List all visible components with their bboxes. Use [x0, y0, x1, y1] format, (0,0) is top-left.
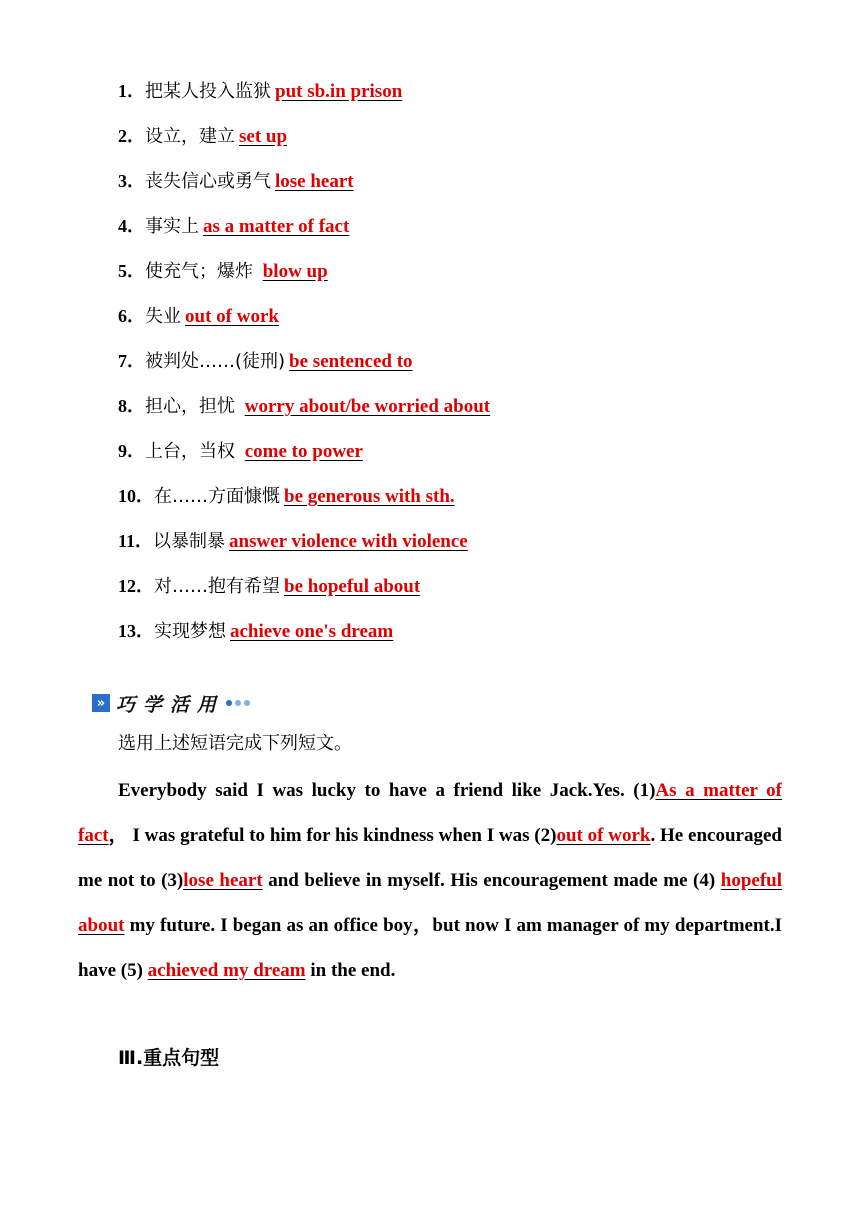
answer-blank-5: achieved my dream — [147, 960, 306, 981]
phrase-list — [118, 74, 490, 659]
phrase-number: 5． — [118, 261, 145, 281]
double-chevron-icon: » — [92, 694, 110, 712]
answer-blank-4: hopeful about — [78, 870, 782, 936]
phrase-item — [118, 254, 490, 299]
phrase-chinese: 上台，当权 — [145, 441, 241, 462]
phrase-chinese: 设立，建立 — [145, 126, 235, 147]
phrase-chinese: 被判处……(徒刑) — [145, 351, 286, 372]
phrase-item — [118, 434, 490, 479]
phrase-item — [118, 299, 490, 344]
phrase-chinese: 使充气；爆炸 — [145, 261, 259, 282]
phrase-chinese: 担心，担忧 — [145, 396, 241, 417]
phrase-item — [118, 569, 490, 614]
phrase-number: 1． — [118, 81, 145, 101]
phrase-chinese: 失业 — [145, 306, 181, 327]
phrase-chinese: 丧失信心或勇气 — [145, 171, 271, 192]
phrase-number: 10． — [118, 486, 154, 506]
section-header — [92, 688, 250, 718]
phrase-answer: worry about/be worried about — [244, 396, 491, 417]
section-heading-key-sentences: Ⅲ.重点句型 — [118, 1047, 220, 1069]
passage-text: in the end. — [305, 960, 396, 981]
phrase-answer: blow up — [262, 261, 328, 282]
phrase-item — [118, 524, 490, 569]
phrase-number: 8． — [118, 396, 145, 416]
dots-icon — [226, 700, 250, 706]
phrase-item — [118, 74, 490, 119]
phrase-number: 12． — [118, 576, 154, 596]
answer-blank-3: lose heart — [183, 870, 263, 891]
instruction-text: 选用上述短语完成下列短文。 — [118, 733, 352, 754]
phrase-item — [118, 614, 490, 659]
phrase-answer: out of work — [185, 306, 279, 327]
passage-text: my future. I began as an office boy，but now I am manager of my department.I have (5) — [78, 915, 782, 981]
phrase-chinese: 实现梦想 — [154, 621, 226, 642]
phrase-chinese: 在……方面慷慨 — [154, 486, 280, 507]
phrase-answer: set up — [239, 126, 288, 147]
section-title: 巧学活用 — [116, 693, 225, 716]
cloze-passage — [78, 768, 782, 993]
phrase-answer: be hopeful about — [284, 576, 421, 597]
phrase-chinese: 把某人投入监狱 — [145, 81, 271, 102]
phrase-item — [118, 389, 490, 434]
phrase-answer: achieve one's dream — [230, 621, 394, 642]
answer-blank-1: As a matter of fact — [78, 780, 783, 846]
phrase-answer: be generous with sth. — [284, 486, 455, 507]
passage-text: Everybody said I was lucky to have a friend like Jack.Yes. (1) — [118, 780, 656, 801]
phrase-item — [118, 209, 490, 254]
passage-text: and believe in myself. His encouragement made me (4) — [262, 870, 721, 891]
phrase-number: 13． — [118, 621, 154, 641]
phrase-number: 3． — [118, 171, 145, 191]
phrase-chinese: 事实上 — [145, 216, 199, 237]
passage-text: ， I was grateful to him for his kindness when I was (2) — [108, 825, 557, 846]
phrase-number: 4． — [118, 216, 145, 236]
phrase-answer: answer violence with violence — [229, 531, 468, 552]
phrase-answer: come to power — [244, 441, 363, 462]
phrase-chinese: 对……抱有希望 — [154, 576, 280, 597]
phrase-number: 2． — [118, 126, 145, 146]
phrase-number: 7． — [118, 351, 145, 371]
answer-blank-2: out of work — [556, 825, 651, 846]
phrase-item — [118, 164, 490, 209]
phrase-item — [118, 119, 490, 164]
phrase-answer: lose heart — [275, 171, 354, 192]
phrase-answer: as a matter of fact — [203, 216, 350, 237]
phrase-item — [118, 479, 490, 524]
phrase-answer: be sentenced to — [289, 351, 413, 372]
phrase-number: 6． — [118, 306, 145, 326]
phrase-number: 11． — [118, 531, 154, 551]
phrase-answer: put sb.in prison — [275, 81, 403, 102]
passage-text: . He encouraged me not to (3) — [78, 825, 782, 891]
phrase-item — [118, 344, 490, 389]
phrase-number: 9． — [118, 441, 145, 461]
phrase-chinese: 以暴制暴 — [153, 531, 226, 552]
